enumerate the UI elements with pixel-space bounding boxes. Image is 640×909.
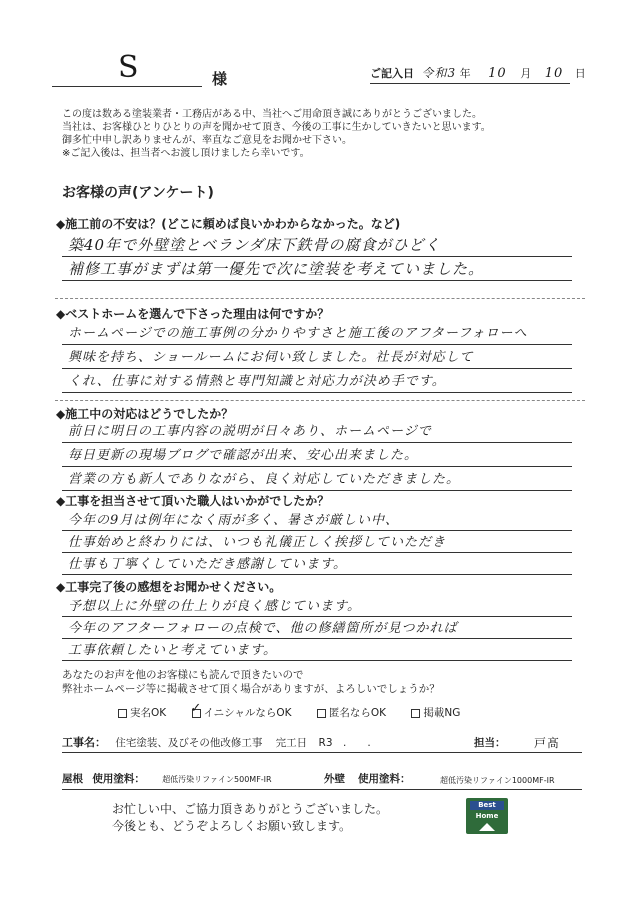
- answer-line: 補修工事がまずは第一優先で次に塗装を考えていました。: [68, 260, 485, 278]
- answer-rule: [62, 616, 572, 617]
- month-handwritten: 10: [488, 66, 507, 81]
- section-title: お客様の声(アンケート): [62, 185, 214, 201]
- question-3-answer: [68, 420, 460, 492]
- work-label: 工事名：: [62, 736, 106, 749]
- answer-rule: [62, 552, 572, 553]
- wall-label: 外壁: [324, 773, 345, 785]
- answer-rule: [62, 256, 572, 257]
- check-mark-icon: ✓: [190, 701, 203, 716]
- answer-line: 興味を持ち、ショールームにお伺い致しました。社長が対応して: [68, 350, 474, 365]
- answer-line: 今年のアフターフォローの点検で、他の修繕箇所が見つかれば: [68, 621, 458, 636]
- answer-line: 今年の9月は例年になく雨が多く、暑さが厳しい中、: [68, 513, 400, 528]
- option-label: 掲載NG: [423, 707, 461, 719]
- answer-line: くれ、仕事に対する情熱と専門知識と対応力が決め手です。: [68, 374, 446, 389]
- consent-options: [118, 701, 461, 720]
- staff-label: 担当：: [474, 737, 506, 749]
- date-label: ご記入日: [370, 67, 414, 80]
- roof-paint-value: 超低汚染リファイン500MF-IR: [162, 775, 272, 784]
- work-row: [62, 736, 582, 750]
- option-no-publish[interactable]: [411, 707, 460, 719]
- intro-line: 当社は、お客様ひとりひとりの声を聞かせて頂き、今後の工事に生かしていきたいと思います。: [62, 122, 491, 133]
- answer-line: 築40年で外壁塗とベランダ床下鉄骨の腐食がひどく: [68, 236, 441, 254]
- roof-use-label: 使用塗料：: [92, 773, 145, 785]
- answer-line: 前日に明日の工事内容の説明が日々あり、ホームページで: [68, 424, 432, 439]
- option-real-name[interactable]: [118, 707, 166, 719]
- consent-line: あなたのお声を他のお客様にも読んで頂きたいので: [62, 669, 304, 681]
- date-underline: [370, 83, 570, 84]
- answer-rule: [62, 344, 572, 345]
- answer-line: 工事依頼したいと考えています。: [68, 643, 277, 658]
- option-initial[interactable]: [190, 701, 292, 719]
- intro-line: ※ご記入後は、担当者へお渡し頂けましたら幸いです。: [62, 148, 310, 159]
- option-anonymous[interactable]: [317, 707, 386, 719]
- day-handwritten: 10: [544, 66, 564, 81]
- paint-underline: [62, 789, 582, 790]
- answer-rule: [62, 392, 572, 393]
- work-value: 住宅塗装、及びその他改修工事: [115, 737, 263, 749]
- footer-line: お忙しい中、ご協力頂きありがとうございました。: [112, 802, 389, 816]
- wall-paint-value: 超低汚染リファイン1000MF-IR: [440, 776, 555, 785]
- answer-line: 仕事始めと終わりには、いつも礼儀正しく挨拶していただき: [68, 535, 447, 550]
- checkbox-icon[interactable]: [317, 709, 326, 718]
- answer-rule: [62, 368, 572, 369]
- question-2-title: ◆ベストホームを選んで下さった理由は何ですか？: [56, 307, 330, 321]
- month-unit: 月: [520, 67, 532, 80]
- paint-row: [62, 772, 582, 787]
- intro-line: この度は数ある塗装業者・工務店がある中、当社へご用命頂き誠にありがとうございました。: [62, 109, 482, 120]
- consent-text: [62, 668, 440, 696]
- checkbox-icon[interactable]: [411, 709, 420, 718]
- logo-top-text: Best: [470, 801, 504, 810]
- wall-use-label: 使用塗料：: [358, 773, 411, 785]
- customer-name: S: [118, 50, 140, 85]
- complete-value: R3 . .: [318, 737, 371, 749]
- question-5-title: ◆工事完了後の感想をお聞かせください。: [56, 580, 282, 594]
- footer-message: [112, 801, 388, 835]
- answer-rule: [62, 280, 572, 281]
- name-underline: [52, 86, 202, 87]
- answer-rule: [62, 574, 572, 575]
- question-4-answer: [68, 510, 446, 576]
- checkbox-icon[interactable]: [118, 709, 127, 718]
- footer-line: 今後とも、どうぞよろしくお願い致します。: [112, 819, 352, 833]
- honorific: 様: [212, 70, 228, 88]
- company-logo: [466, 798, 508, 834]
- complete-label: 完工日: [275, 737, 308, 749]
- answer-rule: [62, 466, 572, 467]
- day-unit: 日: [574, 67, 586, 80]
- section-divider: [55, 400, 585, 401]
- house-icon: [479, 823, 495, 831]
- staff-value: 戸髙: [534, 736, 561, 750]
- answer-rule: [62, 442, 572, 443]
- answer-rule: [62, 490, 572, 491]
- answer-line: ホームページでの施工事例の分かりやすさと施工後のアフターフォローへ: [68, 326, 528, 341]
- question-5-answer: [68, 596, 458, 662]
- question-1-title: ◆施工前の不安は？(どこに頼めば良いかわからなかった。など): [56, 217, 401, 231]
- consent-line: 弊社ホームページ等に掲載させて頂く場合がありますが、よろしいでしょうか？: [62, 683, 440, 695]
- answer-line: 営業の方も新人でありながら、良く対応していただきました。: [68, 472, 461, 487]
- logo-bottom-text: Home: [475, 812, 499, 820]
- answer-rule: [62, 530, 572, 531]
- question-1-answer: [68, 233, 484, 281]
- intro-text: [62, 108, 491, 160]
- work-underline: [62, 752, 582, 753]
- roof-label: 屋根: [62, 773, 83, 785]
- answer-line: 仕事も丁寧くしていただき感謝しています。: [68, 557, 347, 572]
- answer-rule: [62, 660, 572, 661]
- year-unit: 年: [459, 67, 471, 80]
- option-label: 実名OK: [130, 707, 167, 719]
- option-label: イニシャルならOK: [203, 707, 292, 719]
- answer-rule: [62, 638, 572, 639]
- answer-line: 予想以上に外壁の仕上りが良く感じています。: [68, 599, 361, 614]
- intro-line: 御多忙中申し訳ありませんが、率直なご意見をお聞かせ下さい。: [62, 135, 352, 146]
- era-handwritten: 令和3: [421, 66, 457, 80]
- option-label: 匿名ならOK: [328, 707, 387, 719]
- question-4-title: ◆工事を担当させて頂いた職人はいかがでしたか？: [56, 494, 330, 508]
- answer-line: 毎日更新の現場ブログで確認が出来、安心出来ました。: [68, 448, 419, 463]
- question-3-title: ◆施工中の対応はどうでしたか？: [56, 407, 234, 421]
- section-divider: [55, 298, 585, 299]
- date-row: [370, 64, 586, 81]
- question-2-answer: [68, 322, 528, 394]
